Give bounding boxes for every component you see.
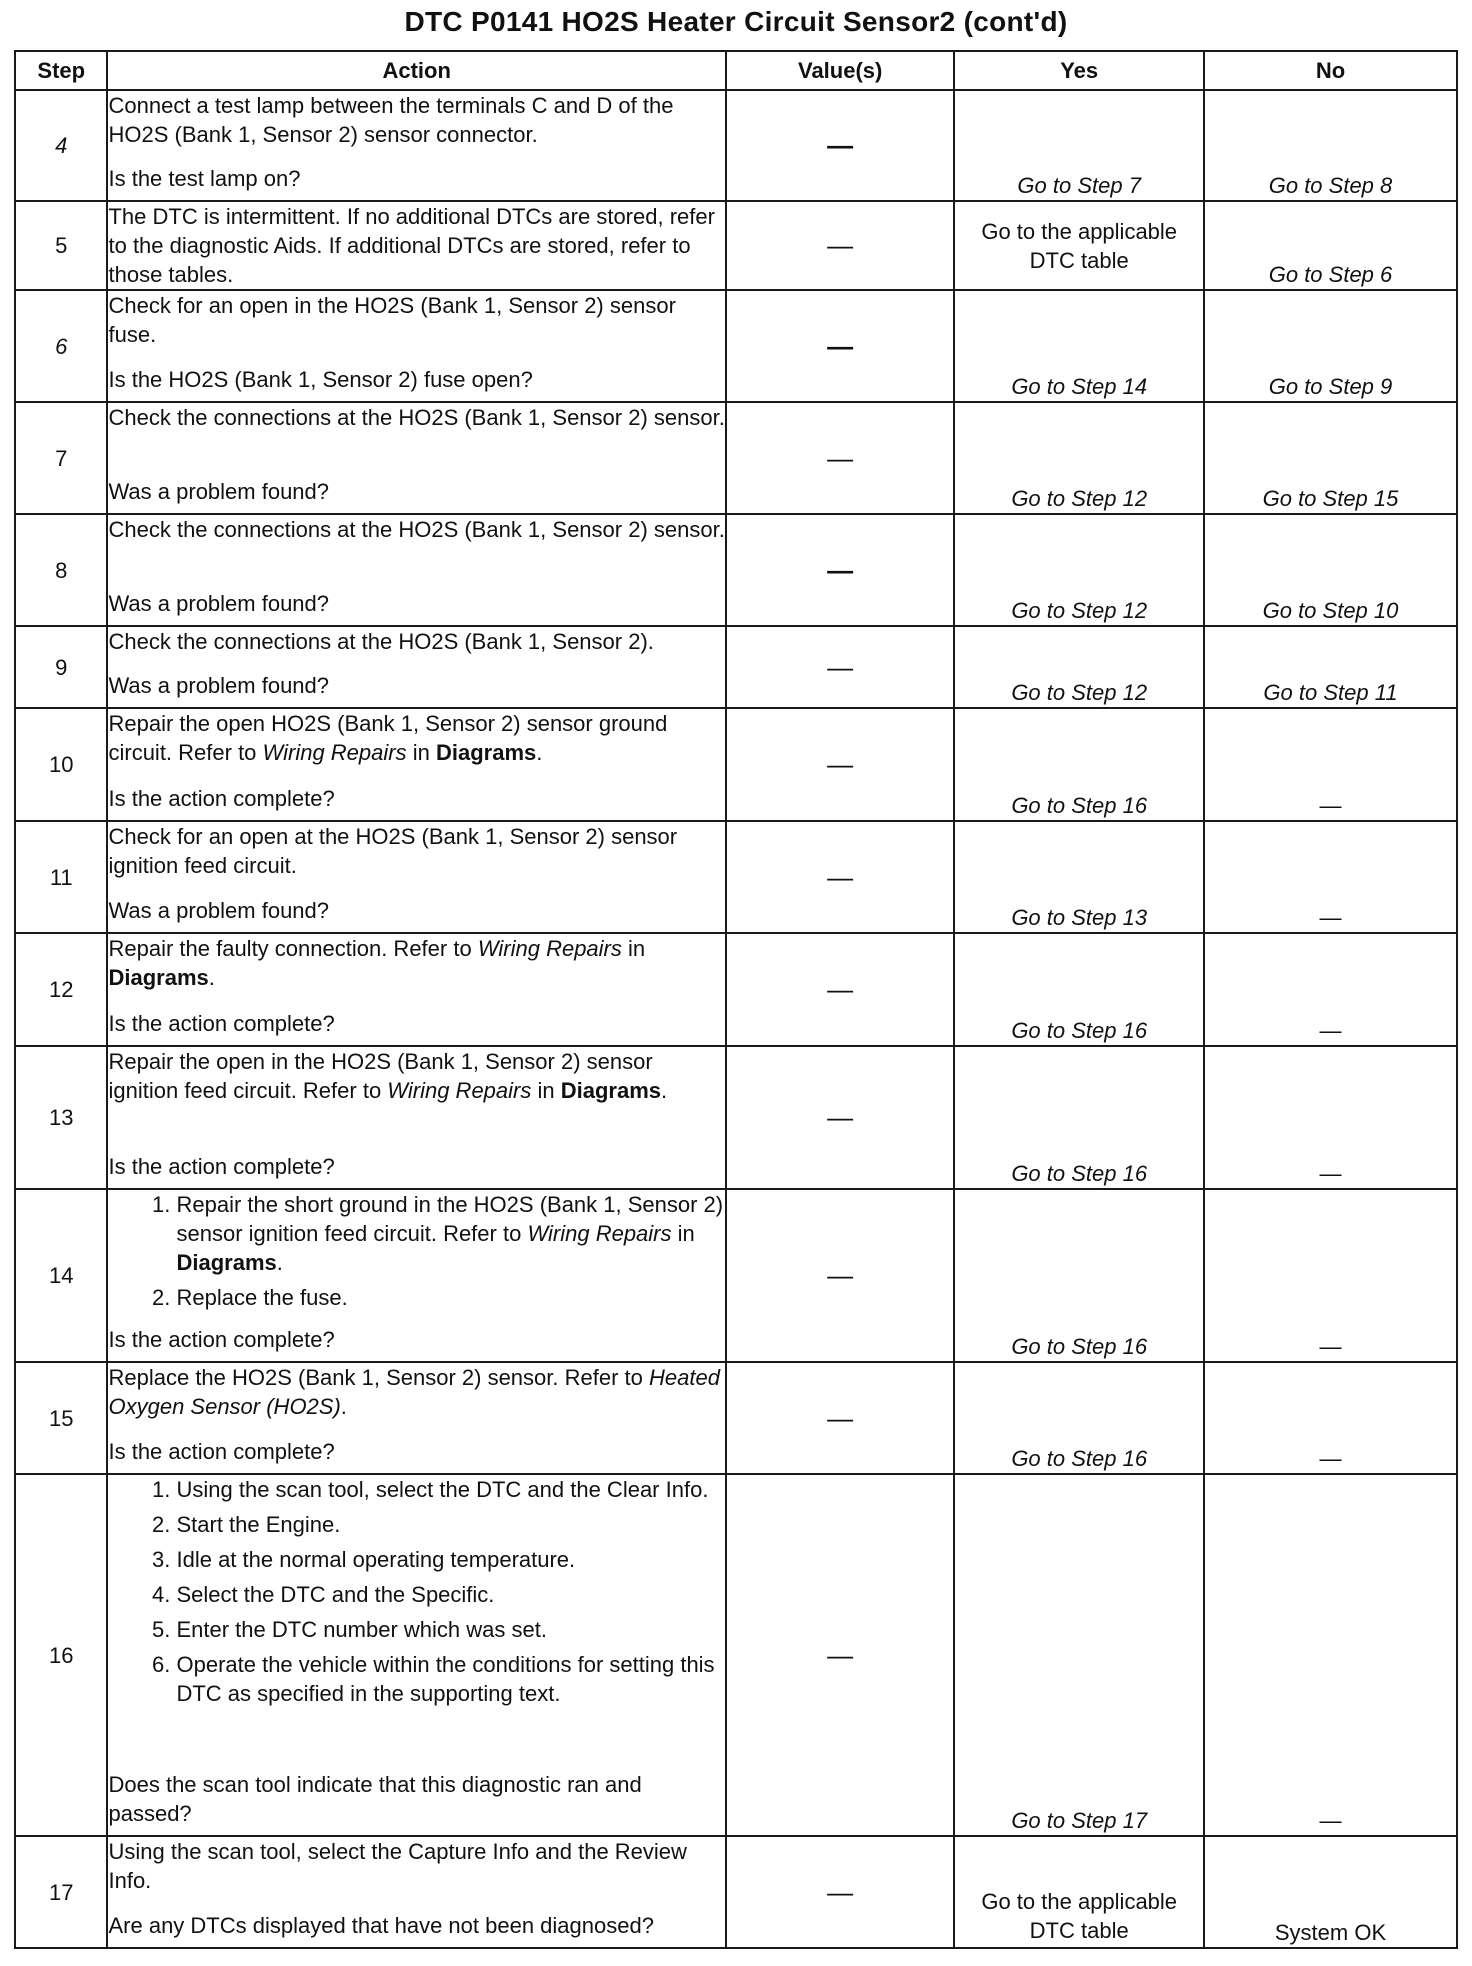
action-text: Connect a test lamp between the terminals C and D of the HO2S (Bank 1, Sensor 2) sensor connector. — [108, 93, 674, 147]
table-row — [15, 90, 1457, 201]
yes-cell — [954, 626, 1204, 708]
action-question: Was a problem found? — [108, 479, 330, 504]
action-text — [108, 934, 724, 992]
value-cell: — — [726, 1362, 954, 1474]
action-cell — [107, 1474, 725, 1836]
list-item: 1. Using the scan tool, select the DTC and the Clear Info. — [176, 1475, 724, 1504]
table-row — [15, 514, 1457, 626]
value-cell: — — [726, 708, 954, 821]
yes-cell — [954, 201, 1204, 290]
action-text-pre: Repair the open in the HO2S (Bank 1, Sensor 2) sensor ignition feed circuit. Refer to — [108, 1049, 653, 1103]
action-text-post: . — [661, 1078, 668, 1103]
step-number: 4 — [15, 90, 107, 201]
no-text: — — [1319, 905, 1342, 930]
yes-text: Go to Step 16 — [1011, 793, 1148, 818]
action-text: The DTC is intermittent. If no additional DTCs are stored, refer to the diagnostic Aids. If additional DTCs are stored, refer to those tables. — [108, 204, 715, 287]
yes-cell — [954, 290, 1204, 402]
no-cell — [1204, 290, 1457, 402]
step-number: 14 — [15, 1189, 107, 1362]
action-text-mid: in — [531, 1078, 561, 1103]
action-cell — [107, 933, 725, 1046]
yes-text: Go to the applicable DTC table — [981, 1889, 1178, 1943]
yes-cell — [954, 1836, 1204, 1948]
action-ref-link: Wiring Repairs — [262, 740, 407, 765]
no-text: — — [1319, 1018, 1342, 1043]
no-cell — [1204, 933, 1457, 1046]
yes-cell — [954, 514, 1204, 626]
no-cell — [1204, 1189, 1457, 1362]
step-number: 12 — [15, 933, 107, 1046]
action-text-post: . — [340, 1394, 347, 1419]
step-number: 5 — [15, 201, 107, 290]
yes-cell — [954, 708, 1204, 821]
action-list — [108, 1475, 724, 1714]
yes-text: Go to Step 12 — [1011, 486, 1148, 511]
no-text: System OK — [1274, 1920, 1387, 1945]
no-cell — [1204, 626, 1457, 708]
page-title: DTC P0141 HO2S Heater Circuit Sensor2 (cont'd) — [404, 6, 1068, 37]
action-question: Are any DTCs displayed that have not been diagnosed? — [108, 1913, 654, 1938]
list-item — [176, 1190, 724, 1277]
action-ref-link: Wiring Repairs — [527, 1221, 672, 1246]
action-text-mid: in — [406, 740, 436, 765]
step-number: 10 — [15, 708, 107, 821]
list-item: 3. Idle at the normal operating temperature. — [176, 1545, 724, 1574]
step-number: 7 — [15, 402, 107, 514]
action-cell — [107, 1046, 725, 1189]
yes-cell — [954, 933, 1204, 1046]
action-text: Check the connections at the HO2S (Bank 1, Sensor 2). — [108, 629, 654, 654]
action-ref-bold: Diagrams — [108, 965, 209, 990]
yes-text: Go to Step 17 — [1011, 1808, 1148, 1833]
action-cell — [107, 201, 725, 290]
action-text-post: . — [208, 965, 215, 990]
action-question: Is the test lamp on? — [108, 166, 301, 191]
yes-cell — [954, 1362, 1204, 1474]
yes-cell — [954, 821, 1204, 933]
action-cell — [107, 1836, 725, 1948]
list-item-text: Repair the short ground in the HO2S (Bank 1, Sensor 2) sensor ignition feed circuit. Refer to — [176, 1192, 724, 1246]
diagnostic-table — [14, 50, 1458, 1949]
no-cell — [1204, 1362, 1457, 1474]
action-question: Is the action complete? — [108, 1327, 335, 1352]
action-text: Check for an open in the HO2S (Bank 1, Sensor 2) sensor fuse. — [108, 293, 676, 347]
value-cell: — — [726, 1474, 954, 1836]
yes-cell — [954, 90, 1204, 201]
action-text-pre: Replace the HO2S (Bank 1, Sensor 2) sensor. Refer to — [108, 1365, 649, 1390]
action-cell — [107, 290, 725, 402]
table-row — [15, 626, 1457, 708]
no-text: Go to Step 10 — [1262, 598, 1399, 623]
yes-cell — [954, 1046, 1204, 1189]
yes-text: Go to the applicable DTC table — [981, 218, 1178, 273]
yes-text: Go to Step 13 — [1011, 905, 1148, 930]
no-cell — [1204, 821, 1457, 933]
action-question: Does the scan tool indicate that this diagnostic ran and passed? — [108, 1772, 642, 1826]
no-cell — [1204, 1046, 1457, 1189]
no-text: — — [1319, 1446, 1342, 1471]
header-value: Value(s) — [726, 51, 954, 90]
action-text — [108, 1047, 724, 1105]
step-number: 16 — [15, 1474, 107, 1836]
action-ref-bold: Diagrams — [560, 1078, 662, 1103]
action-text-pre: Repair the faulty connection. Refer to — [108, 936, 478, 961]
no-text: Go to Step 9 — [1268, 374, 1393, 399]
list-item: 5. Enter the DTC number which was set. — [176, 1615, 724, 1644]
action-text — [108, 1363, 724, 1421]
table-row — [15, 290, 1457, 402]
action-text-post: . — [536, 740, 543, 765]
yes-text: Go to Step 12 — [1011, 680, 1148, 705]
yes-cell — [954, 1189, 1204, 1362]
action-ref-bold: Diagrams — [176, 1250, 277, 1275]
header-step: Step — [15, 51, 107, 90]
no-cell — [1204, 708, 1457, 821]
table-row — [15, 933, 1457, 1046]
table-row — [15, 1836, 1457, 1948]
no-text: Go to Step 8 — [1268, 173, 1393, 198]
no-text: Go to Step 6 — [1268, 262, 1393, 287]
action-list — [108, 1190, 724, 1318]
value-cell: — — [726, 402, 954, 514]
action-ref-link: Wiring Repairs — [477, 936, 622, 961]
yes-text: Go to Step 16 — [1011, 1334, 1148, 1359]
table-row — [15, 1189, 1457, 1362]
step-number: 13 — [15, 1046, 107, 1189]
action-text — [108, 709, 724, 767]
action-cell — [107, 626, 725, 708]
action-question: Was a problem found? — [108, 673, 330, 698]
action-question: Was a problem found? — [108, 898, 330, 923]
table-row — [15, 201, 1457, 290]
no-text: Go to Step 11 — [1263, 680, 1398, 705]
action-question: Is the action complete? — [108, 1154, 335, 1179]
no-text: — — [1319, 1334, 1342, 1359]
action-ref-link: Wiring Repairs — [387, 1078, 532, 1103]
no-text: Go to Step 15 — [1262, 486, 1399, 511]
action-cell — [107, 402, 725, 514]
yes-text: Go to Step 12 — [1011, 598, 1148, 623]
action-cell — [107, 1189, 725, 1362]
value-cell: — — [726, 514, 954, 626]
yes-text: Go to Step 7 — [1017, 173, 1141, 198]
step-number: 17 — [15, 1836, 107, 1948]
action-text-mid: in — [621, 936, 646, 961]
no-cell — [1204, 402, 1457, 514]
action-question: Is the action complete? — [108, 1011, 335, 1036]
no-text: — — [1319, 1161, 1342, 1186]
value-cell: — — [726, 1046, 954, 1189]
value-cell: — — [726, 821, 954, 933]
action-ref-link: Heated Oxygen Sensor (HO2S) — [108, 1365, 720, 1419]
value-cell: — — [726, 201, 954, 290]
header-yes: Yes — [954, 51, 1204, 90]
action-cell — [107, 708, 725, 821]
action-question: Is the action complete? — [108, 786, 335, 811]
list-item-mid: in — [671, 1221, 695, 1246]
header-action: Action — [107, 51, 725, 90]
list-item — [176, 1283, 724, 1312]
list-item: 4. Select the DTC and the Specific. — [176, 1580, 724, 1609]
action-cell — [107, 1362, 725, 1474]
no-cell — [1204, 514, 1457, 626]
yes-cell — [954, 1474, 1204, 1836]
action-ref-bold: Diagrams — [435, 740, 537, 765]
table-row — [15, 821, 1457, 933]
step-number: 15 — [15, 1362, 107, 1474]
value-cell: — — [726, 626, 954, 708]
action-question: Is the HO2S (Bank 1, Sensor 2) fuse open? — [108, 367, 533, 392]
step-number: 11 — [15, 821, 107, 933]
action-text: Check for an open at the HO2S (Bank 1, Sensor 2) sensor ignition feed circuit. — [108, 824, 678, 878]
list-item-post: . — [276, 1250, 283, 1275]
no-cell — [1204, 201, 1457, 290]
table-row — [15, 1362, 1457, 1474]
action-cell — [107, 821, 725, 933]
no-cell — [1204, 1474, 1457, 1836]
step-number: 6 — [15, 290, 107, 402]
list-item: 6. Operate the vehicle within the conditions for setting this DTC as specified in the supporting text. — [176, 1650, 724, 1708]
action-text: Check the connections at the HO2S (Bank 1, Sensor 2) sensor. — [108, 405, 725, 430]
value-cell: — — [726, 290, 954, 402]
yes-text: Go to Step 16 — [1011, 1018, 1148, 1043]
value-cell: — — [726, 933, 954, 1046]
step-number: 8 — [15, 514, 107, 626]
table-row — [15, 402, 1457, 514]
table-row — [15, 708, 1457, 821]
yes-text: Go to Step 14 — [1011, 374, 1148, 399]
list-item: 2. Start the Engine. — [176, 1510, 724, 1539]
yes-text: Go to Step 16 — [1011, 1161, 1148, 1186]
action-text: Using the scan tool, select the Capture Info and the Review Info. — [108, 1839, 687, 1893]
no-text: — — [1319, 1808, 1342, 1833]
value-cell: — — [726, 90, 954, 201]
no-cell — [1204, 1836, 1457, 1948]
table-header-row — [15, 51, 1457, 90]
no-cell — [1204, 90, 1457, 201]
action-question: Is the action complete? — [108, 1439, 335, 1464]
header-no: No — [1204, 51, 1457, 90]
value-cell: — — [726, 1836, 954, 1948]
action-cell — [107, 90, 725, 201]
action-text: Check the connections at the HO2S (Bank 1, Sensor 2) sensor. — [108, 517, 725, 542]
action-question: Was a problem found? — [108, 591, 330, 616]
value-cell: — — [726, 1189, 954, 1362]
yes-text: Go to Step 16 — [1011, 1446, 1148, 1471]
list-item-text: Replace the fuse. — [176, 1285, 348, 1310]
table-row — [15, 1046, 1457, 1189]
step-number: 9 — [15, 626, 107, 708]
action-cell — [107, 514, 725, 626]
action-text-pre: Repair the open HO2S (Bank 1, Sensor 2) sensor ground circuit. Refer to — [108, 711, 668, 765]
yes-cell — [954, 402, 1204, 514]
no-text: — — [1319, 793, 1342, 818]
table-row — [15, 1474, 1457, 1836]
